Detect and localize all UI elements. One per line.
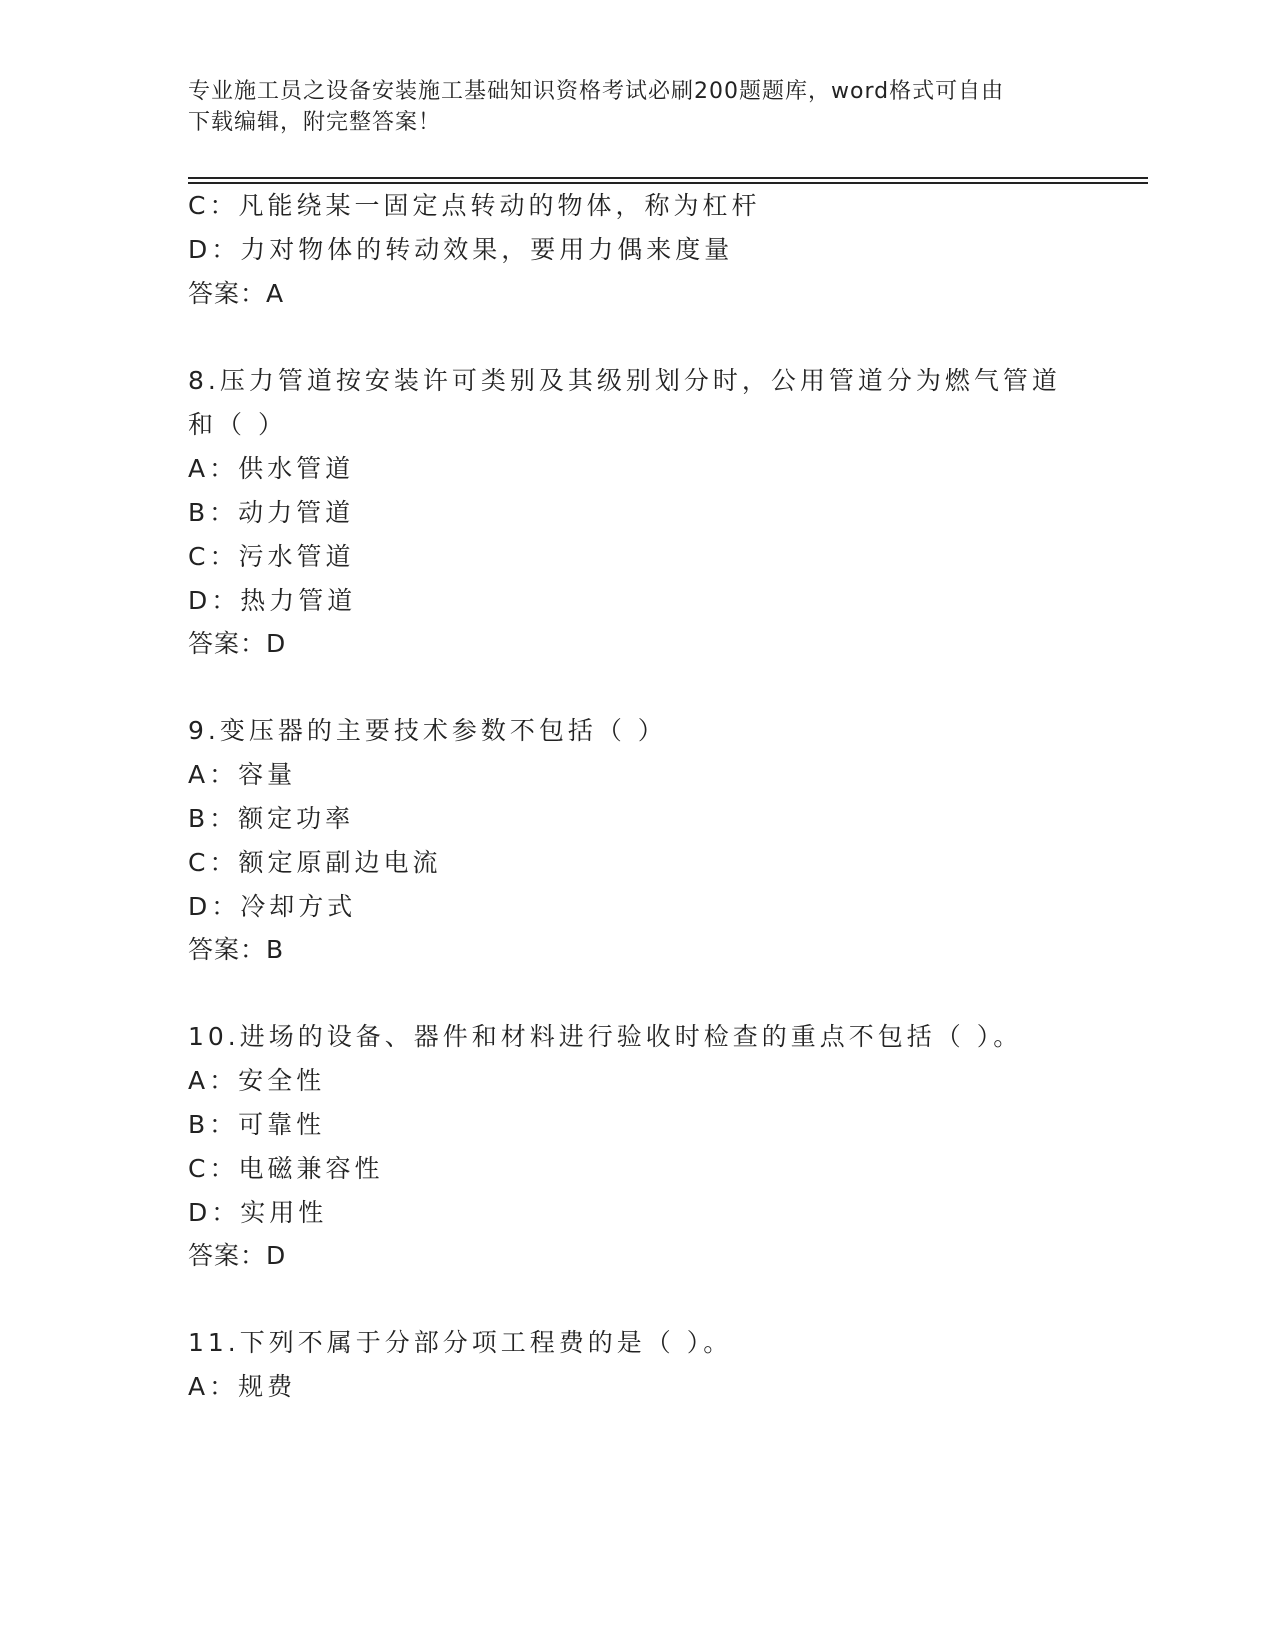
document-header [188, 76, 1068, 138]
header-title-line-2: 下载编辑，附完整答案！ [188, 110, 442, 135]
option-d: D：热力管道 [188, 586, 357, 615]
answer-line: 答案：A [188, 279, 285, 308]
option-a: A：容量 [188, 760, 297, 789]
question-stem: 9.变压器的主要技术参数不包括（ ） [188, 716, 667, 745]
header-divider-top [188, 177, 1148, 179]
option-c: C：额定原副边电流 [188, 848, 442, 877]
option-b: B：动力管道 [188, 498, 355, 527]
header-divider-bottom [188, 182, 1148, 184]
option-d: D：实用性 [188, 1198, 328, 1227]
question-stem: 8.压力管道按安装许可类别及其级别划分时，公用管道分为燃气管道 [188, 366, 1061, 395]
option-a: A：供水管道 [188, 454, 355, 483]
option-a: A：安全性 [188, 1066, 326, 1095]
option-d: D：力对物体的转动效果，要用力偶来度量 [188, 235, 734, 264]
answer-line: 答案：D [188, 629, 287, 658]
question-stem: 11.下列不属于分部分项工程费的是（ ）。 [188, 1328, 733, 1357]
option-d: D：冷却方式 [188, 892, 357, 921]
option-b: B：可靠性 [188, 1110, 326, 1139]
option-c: C：电磁兼容性 [188, 1154, 384, 1183]
question-stem-continued: 和（ ） [188, 410, 287, 439]
answer-line: 答案：B [188, 935, 285, 964]
option-c: C：凡能绕某一固定点转动的物体，称为杠杆 [188, 191, 761, 220]
option-b: B：额定功率 [188, 804, 355, 833]
answer-line: 答案：D [188, 1241, 287, 1270]
option-a: A：规费 [188, 1372, 297, 1401]
question-stem: 10.进场的设备、器件和材料进行验收时检查的重点不包括（ ）。 [188, 1022, 1023, 1051]
option-c: C：污水管道 [188, 542, 355, 571]
header-title-line-1: 专业施工员之设备安装施工基础知识资格考试必刷200题题库，word格式可自由 [188, 79, 1005, 104]
